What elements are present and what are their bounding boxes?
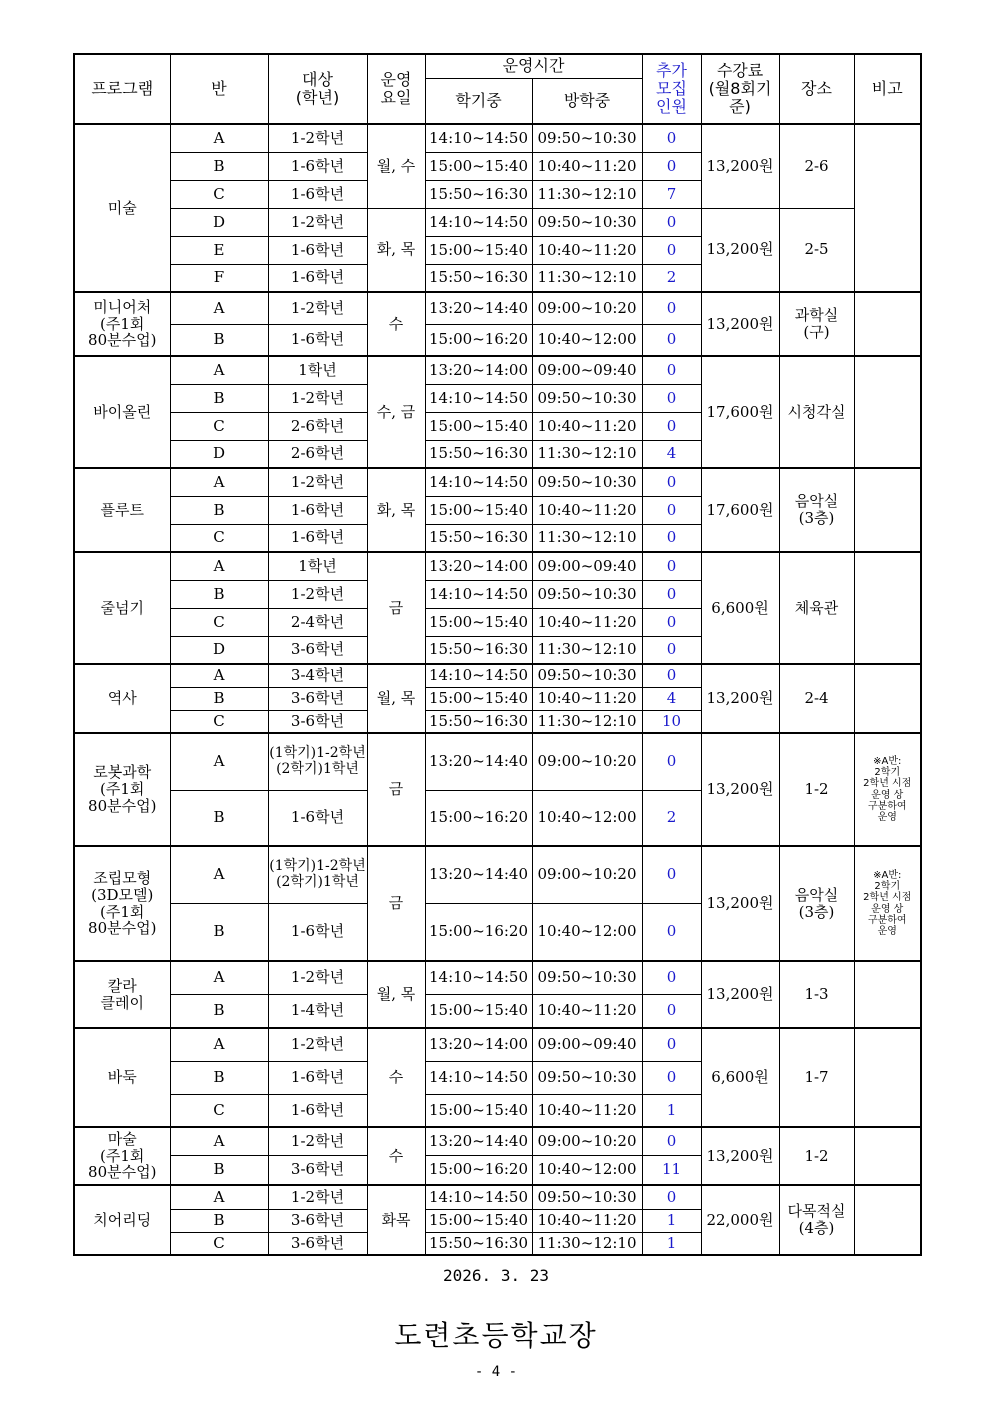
- target-grade-cell: 3-6학년: [268, 1155, 367, 1185]
- class-cell: B: [170, 1061, 268, 1094]
- place-cell: 1-7: [779, 1028, 854, 1127]
- extra-recruit-cell: 0: [642, 1127, 701, 1155]
- class-cell: A: [170, 733, 268, 790]
- semester-time-cell: 14:10~14:50: [425, 468, 532, 496]
- target-grade-cell: 1-2학년: [268, 124, 367, 152]
- class-cell: A: [170, 846, 268, 903]
- place-cell: 과학실 (구): [779, 292, 854, 356]
- vacation-time-cell: 10:40~12:00: [532, 903, 642, 961]
- target-grade-cell: 2-4학년: [268, 608, 367, 636]
- page-number: - 4 -: [474, 1364, 518, 1380]
- remark-cell: ※A반: 2학기 2학년 시점 운영 상 구분하여 운영: [854, 733, 921, 846]
- vacation-time-cell: 11:30~12:10: [532, 1232, 642, 1255]
- days-cell: 수: [367, 1028, 425, 1127]
- class-cell: D: [170, 208, 268, 236]
- extra-recruit-cell: 0: [642, 152, 701, 180]
- extra-recruit-cell: 0: [642, 733, 701, 790]
- table-row: [74, 124, 921, 152]
- target-grade-cell: 1-6학년: [268, 1094, 367, 1127]
- target-grade-cell: 1-6학년: [268, 324, 367, 356]
- semester-time-cell: 14:10~14:50: [425, 580, 532, 608]
- vacation-time-cell: 11:30~12:10: [532, 264, 642, 292]
- target-grade-cell: (1학기)1-2학년 (2학기)1학년: [268, 846, 367, 903]
- semester-time-cell: 15:50~16:30: [425, 180, 532, 208]
- vacation-time-cell: 10:40~11:20: [532, 496, 642, 524]
- semester-time-cell: 15:50~16:30: [425, 636, 532, 664]
- table-body: [74, 124, 921, 1255]
- vacation-time-cell: 09:50~10:30: [532, 1185, 642, 1209]
- class-cell: B: [170, 790, 268, 846]
- header-place: 장소: [779, 54, 854, 124]
- fee-cell: 6,600원: [701, 1028, 779, 1127]
- program-name: 미술: [74, 124, 170, 292]
- days-cell: 금: [367, 552, 425, 664]
- extra-recruit-cell: 0: [642, 236, 701, 264]
- vacation-time-cell: 10:40~11:20: [532, 152, 642, 180]
- days-cell: 월, 목: [367, 664, 425, 733]
- semester-time-cell: 15:00~15:40: [425, 236, 532, 264]
- fee-cell: 17,600원: [701, 468, 779, 552]
- fee-cell: 13,200원: [701, 961, 779, 1028]
- semester-time-cell: 15:00~15:40: [425, 994, 532, 1028]
- semester-time-cell: 15:00~15:40: [425, 412, 532, 440]
- target-grade-cell: 3-6학년: [268, 1209, 367, 1232]
- program-name: 칼라 클레이: [74, 961, 170, 1028]
- target-grade-cell: 1-6학년: [268, 496, 367, 524]
- header-fee: 수강료 (월8회기 준): [701, 54, 779, 124]
- remark-cell: [854, 468, 921, 552]
- program-name: 조립모형 (3D모델) (주1회 80분수업): [74, 846, 170, 961]
- vacation-time-cell: 10:40~12:00: [532, 1155, 642, 1185]
- target-grade-cell: 3-6학년: [268, 710, 367, 733]
- extra-recruit-cell: 0: [642, 324, 701, 356]
- place-cell: 음악실 (3층): [779, 846, 854, 961]
- extra-recruit-cell: 0: [642, 552, 701, 580]
- extra-recruit-cell: 0: [642, 124, 701, 152]
- days-cell: 화목: [367, 1185, 425, 1255]
- class-cell: A: [170, 124, 268, 152]
- program-name: 역사: [74, 664, 170, 733]
- program-name: 줄넘기: [74, 552, 170, 664]
- semester-time-cell: 15:50~16:30: [425, 710, 532, 733]
- class-cell: A: [170, 468, 268, 496]
- vacation-time-cell: 10:40~12:00: [532, 324, 642, 356]
- program-name: 마술 (주1회 80분수업): [74, 1127, 170, 1185]
- class-cell: B: [170, 384, 268, 412]
- extra-recruit-cell: 0: [642, 412, 701, 440]
- vacation-time-cell: 09:50~10:30: [532, 664, 642, 687]
- place-cell: 2-5: [779, 208, 854, 292]
- target-grade-cell: 3-4학년: [268, 664, 367, 687]
- header-vacation: 방학중: [532, 78, 642, 124]
- remark-cell: [854, 961, 921, 1028]
- class-cell: B: [170, 994, 268, 1028]
- semester-time-cell: 15:00~15:40: [425, 152, 532, 180]
- vacation-time-cell: 09:50~10:30: [532, 468, 642, 496]
- extra-recruit-cell: 4: [642, 687, 701, 710]
- semester-time-cell: 15:00~16:20: [425, 1155, 532, 1185]
- vacation-time-cell: 09:50~10:30: [532, 1061, 642, 1094]
- target-grade-cell: 1-6학년: [268, 903, 367, 961]
- semester-time-cell: 13:20~14:00: [425, 356, 532, 384]
- vacation-time-cell: 09:00~10:20: [532, 1127, 642, 1155]
- class-cell: B: [170, 903, 268, 961]
- extra-recruit-cell: 0: [642, 468, 701, 496]
- target-grade-cell: 1-6학년: [268, 152, 367, 180]
- fee-cell: 17,600원: [701, 356, 779, 468]
- class-cell: C: [170, 180, 268, 208]
- program-name: 플루트: [74, 468, 170, 552]
- fee-cell: 13,200원: [701, 1127, 779, 1185]
- semester-time-cell: 13:20~14:40: [425, 292, 532, 324]
- vacation-time-cell: 09:00~09:40: [532, 1028, 642, 1061]
- place-cell: 1-3: [779, 961, 854, 1028]
- class-cell: A: [170, 664, 268, 687]
- extra-recruit-cell: 0: [642, 961, 701, 994]
- program-name: 로봇과학 (주1회 80분수업): [74, 733, 170, 846]
- target-grade-cell: 1-6학년: [268, 236, 367, 264]
- remark-cell: [854, 292, 921, 356]
- table-row: [74, 1028, 921, 1061]
- class-cell: E: [170, 236, 268, 264]
- class-cell: D: [170, 440, 268, 468]
- extra-recruit-cell: 0: [642, 903, 701, 961]
- place-cell: 2-4: [779, 664, 854, 733]
- class-cell: B: [170, 324, 268, 356]
- table-row: [74, 1185, 921, 1209]
- semester-time-cell: 14:10~14:50: [425, 664, 532, 687]
- fee-cell: 13,200원: [701, 208, 779, 292]
- vacation-time-cell: 11:30~12:10: [532, 524, 642, 552]
- class-cell: A: [170, 292, 268, 324]
- vacation-time-cell: 09:50~10:30: [532, 384, 642, 412]
- remark-cell: [854, 552, 921, 664]
- document-date: 2026. 3. 23: [443, 1266, 549, 1285]
- fee-cell: 13,200원: [701, 846, 779, 961]
- target-grade-cell: 1-2학년: [268, 292, 367, 324]
- target-grade-cell: 1학년: [268, 552, 367, 580]
- fee-cell: 13,200원: [701, 733, 779, 846]
- semester-time-cell: 15:00~15:40: [425, 608, 532, 636]
- table-row: [74, 208, 921, 236]
- class-cell: A: [170, 1028, 268, 1061]
- extra-recruit-cell: 2: [642, 790, 701, 846]
- table-header: [74, 54, 921, 124]
- target-grade-cell: 1-6학년: [268, 524, 367, 552]
- vacation-time-cell: 11:30~12:10: [532, 636, 642, 664]
- target-grade-cell: 3-6학년: [268, 687, 367, 710]
- class-cell: C: [170, 710, 268, 733]
- target-grade-cell: 1-4학년: [268, 994, 367, 1028]
- semester-time-cell: 15:00~15:40: [425, 1094, 532, 1127]
- table-row: [74, 733, 921, 790]
- place-cell: 다목적실 (4층): [779, 1185, 854, 1255]
- target-grade-cell: 1-2학년: [268, 1127, 367, 1155]
- target-grade-cell: 1-2학년: [268, 961, 367, 994]
- table-row: [74, 552, 921, 580]
- class-cell: C: [170, 412, 268, 440]
- target-grade-cell: 1-6학년: [268, 1061, 367, 1094]
- remark-cell: [854, 1185, 921, 1255]
- extra-recruit-cell: 0: [642, 1185, 701, 1209]
- remark-cell: ※A반: 2학기 2학년 시점 운영 상 구분하여 운영: [854, 846, 921, 961]
- remark-cell: [854, 1127, 921, 1185]
- vacation-time-cell: 09:50~10:30: [532, 580, 642, 608]
- class-cell: A: [170, 1127, 268, 1155]
- class-cell: C: [170, 1094, 268, 1127]
- extra-recruit-cell: 0: [642, 1028, 701, 1061]
- extra-recruit-cell: 10: [642, 710, 701, 733]
- target-grade-cell: (1학기)1-2학년 (2학기)1학년: [268, 733, 367, 790]
- remark-cell: [854, 356, 921, 468]
- vacation-time-cell: 09:50~10:30: [532, 208, 642, 236]
- vacation-time-cell: 10:40~11:20: [532, 412, 642, 440]
- days-cell: 월, 목: [367, 961, 425, 1028]
- class-cell: B: [170, 687, 268, 710]
- extra-recruit-cell: 4: [642, 440, 701, 468]
- place-cell: 시청각실: [779, 356, 854, 468]
- fee-cell: 13,200원: [701, 664, 779, 733]
- semester-time-cell: 15:50~16:30: [425, 524, 532, 552]
- program-schedule-table: [73, 53, 922, 1256]
- days-cell: 금: [367, 846, 425, 961]
- semester-time-cell: 15:50~16:30: [425, 440, 532, 468]
- class-cell: B: [170, 580, 268, 608]
- table-row: [74, 664, 921, 687]
- extra-recruit-cell: 11: [642, 1155, 701, 1185]
- class-cell: B: [170, 1209, 268, 1232]
- target-grade-cell: 3-6학년: [268, 1232, 367, 1255]
- class-cell: B: [170, 496, 268, 524]
- target-grade-cell: 1-6학년: [268, 790, 367, 846]
- extra-recruit-cell: 0: [642, 292, 701, 324]
- class-cell: F: [170, 264, 268, 292]
- class-cell: A: [170, 1185, 268, 1209]
- vacation-time-cell: 10:40~11:20: [532, 1209, 642, 1232]
- vacation-time-cell: 09:50~10:30: [532, 961, 642, 994]
- place-cell: 2-6: [779, 124, 854, 208]
- semester-time-cell: 15:00~16:20: [425, 324, 532, 356]
- target-grade-cell: 1-6학년: [268, 180, 367, 208]
- fee-cell: 13,200원: [701, 292, 779, 356]
- vacation-time-cell: 09:00~10:20: [532, 292, 642, 324]
- table-row: [74, 356, 921, 384]
- class-cell: A: [170, 552, 268, 580]
- extra-recruit-cell: 0: [642, 608, 701, 636]
- header-extra-recruit: 추가 모집 인원: [642, 54, 701, 124]
- vacation-time-cell: 09:00~10:20: [532, 846, 642, 903]
- target-grade-cell: 1-2학년: [268, 1185, 367, 1209]
- class-cell: C: [170, 608, 268, 636]
- target-grade-cell: 2-6학년: [268, 412, 367, 440]
- program-name: 바둑: [74, 1028, 170, 1127]
- header-class: 반: [170, 54, 268, 124]
- place-cell: 음악실 (3층): [779, 468, 854, 552]
- vacation-time-cell: 10:40~11:20: [532, 1094, 642, 1127]
- extra-recruit-cell: 0: [642, 846, 701, 903]
- days-cell: 수, 금: [367, 356, 425, 468]
- class-cell: A: [170, 356, 268, 384]
- semester-time-cell: 13:20~14:40: [425, 1127, 532, 1155]
- semester-time-cell: 15:00~16:20: [425, 790, 532, 846]
- vacation-time-cell: 10:40~11:20: [532, 994, 642, 1028]
- target-grade-cell: 3-6학년: [268, 636, 367, 664]
- semester-time-cell: 14:10~14:50: [425, 124, 532, 152]
- vacation-time-cell: 11:30~12:10: [532, 440, 642, 468]
- place-cell: 1-2: [779, 1127, 854, 1185]
- remark-cell: [854, 124, 921, 292]
- extra-recruit-cell: 0: [642, 496, 701, 524]
- remark-cell: [854, 664, 921, 733]
- target-grade-cell: 1학년: [268, 356, 367, 384]
- vacation-time-cell: 11:30~12:10: [532, 710, 642, 733]
- vacation-time-cell: 11:30~12:10: [532, 180, 642, 208]
- semester-time-cell: 14:10~14:50: [425, 1185, 532, 1209]
- semester-time-cell: 13:20~14:00: [425, 552, 532, 580]
- extra-recruit-cell: 0: [642, 524, 701, 552]
- header-program: 프로그램: [74, 54, 170, 124]
- program-name: 미니어처 (주1회 80분수업): [74, 292, 170, 356]
- extra-recruit-cell: 2: [642, 264, 701, 292]
- semester-time-cell: 13:20~14:40: [425, 733, 532, 790]
- class-cell: A: [170, 961, 268, 994]
- vacation-time-cell: 10:40~11:20: [532, 608, 642, 636]
- extra-recruit-cell: 1: [642, 1094, 701, 1127]
- semester-time-cell: 15:00~16:20: [425, 903, 532, 961]
- target-grade-cell: 2-6학년: [268, 440, 367, 468]
- class-cell: B: [170, 1155, 268, 1185]
- extra-recruit-cell: 7: [642, 180, 701, 208]
- vacation-time-cell: 09:00~09:40: [532, 552, 642, 580]
- table-row: [74, 846, 921, 903]
- table-row: [74, 292, 921, 324]
- extra-recruit-cell: 0: [642, 384, 701, 412]
- vacation-time-cell: 09:50~10:30: [532, 124, 642, 152]
- vacation-time-cell: 10:40~12:00: [532, 790, 642, 846]
- header-semester: 학기중: [425, 78, 532, 124]
- days-cell: 수: [367, 1127, 425, 1185]
- principal-signature: 도련초등학교장: [394, 1319, 598, 1352]
- semester-time-cell: 13:20~14:00: [425, 1028, 532, 1061]
- header-days: 운영 요일: [367, 54, 425, 124]
- class-cell: C: [170, 1232, 268, 1255]
- extra-recruit-cell: 0: [642, 580, 701, 608]
- place-cell: 1-2: [779, 733, 854, 846]
- semester-time-cell: 15:50~16:30: [425, 264, 532, 292]
- semester-time-cell: 15:50~16:30: [425, 1232, 532, 1255]
- semester-time-cell: 15:00~15:40: [425, 496, 532, 524]
- place-cell: 체육관: [779, 552, 854, 664]
- table-row: [74, 1127, 921, 1155]
- extra-recruit-cell: 0: [642, 994, 701, 1028]
- days-cell: 화, 목: [367, 208, 425, 292]
- extra-recruit-cell: 0: [642, 636, 701, 664]
- vacation-time-cell: 10:40~11:20: [532, 236, 642, 264]
- vacation-time-cell: 09:00~09:40: [532, 356, 642, 384]
- target-grade-cell: 1-2학년: [268, 580, 367, 608]
- extra-recruit-cell: 1: [642, 1209, 701, 1232]
- semester-time-cell: 14:10~14:50: [425, 384, 532, 412]
- target-grade-cell: 1-2학년: [268, 468, 367, 496]
- semester-time-cell: 13:20~14:40: [425, 846, 532, 903]
- extra-recruit-cell: 1: [642, 1232, 701, 1255]
- header-op-time: 운영시간: [425, 54, 642, 78]
- class-cell: C: [170, 524, 268, 552]
- extra-recruit-cell: 0: [642, 1061, 701, 1094]
- fee-cell: 6,600원: [701, 552, 779, 664]
- class-cell: B: [170, 152, 268, 180]
- header-remark: 비고: [854, 54, 921, 124]
- days-cell: 금: [367, 733, 425, 846]
- target-grade-cell: 1-2학년: [268, 384, 367, 412]
- days-cell: 수: [367, 292, 425, 356]
- vacation-time-cell: 09:00~10:20: [532, 733, 642, 790]
- semester-time-cell: 15:00~15:40: [425, 1209, 532, 1232]
- semester-time-cell: 15:00~15:40: [425, 687, 532, 710]
- days-cell: 화, 목: [367, 468, 425, 552]
- program-name: 바이올린: [74, 356, 170, 468]
- target-grade-cell: 1-2학년: [268, 208, 367, 236]
- header-target: 대상 (학년): [268, 54, 367, 124]
- extra-recruit-cell: 0: [642, 664, 701, 687]
- semester-time-cell: 14:10~14:50: [425, 208, 532, 236]
- target-grade-cell: 1-6학년: [268, 264, 367, 292]
- extra-recruit-cell: 0: [642, 356, 701, 384]
- semester-time-cell: 14:10~14:50: [425, 961, 532, 994]
- vacation-time-cell: 10:40~11:20: [532, 687, 642, 710]
- class-cell: D: [170, 636, 268, 664]
- target-grade-cell: 1-2학년: [268, 1028, 367, 1061]
- semester-time-cell: 14:10~14:50: [425, 1061, 532, 1094]
- extra-recruit-cell: 0: [642, 208, 701, 236]
- fee-cell: 13,200원: [701, 124, 779, 208]
- table-row: [74, 468, 921, 496]
- table-row: [74, 961, 921, 994]
- program-name: 치어리딩: [74, 1185, 170, 1255]
- fee-cell: 22,000원: [701, 1185, 779, 1255]
- days-cell: 월, 수: [367, 124, 425, 208]
- remark-cell: [854, 1028, 921, 1127]
